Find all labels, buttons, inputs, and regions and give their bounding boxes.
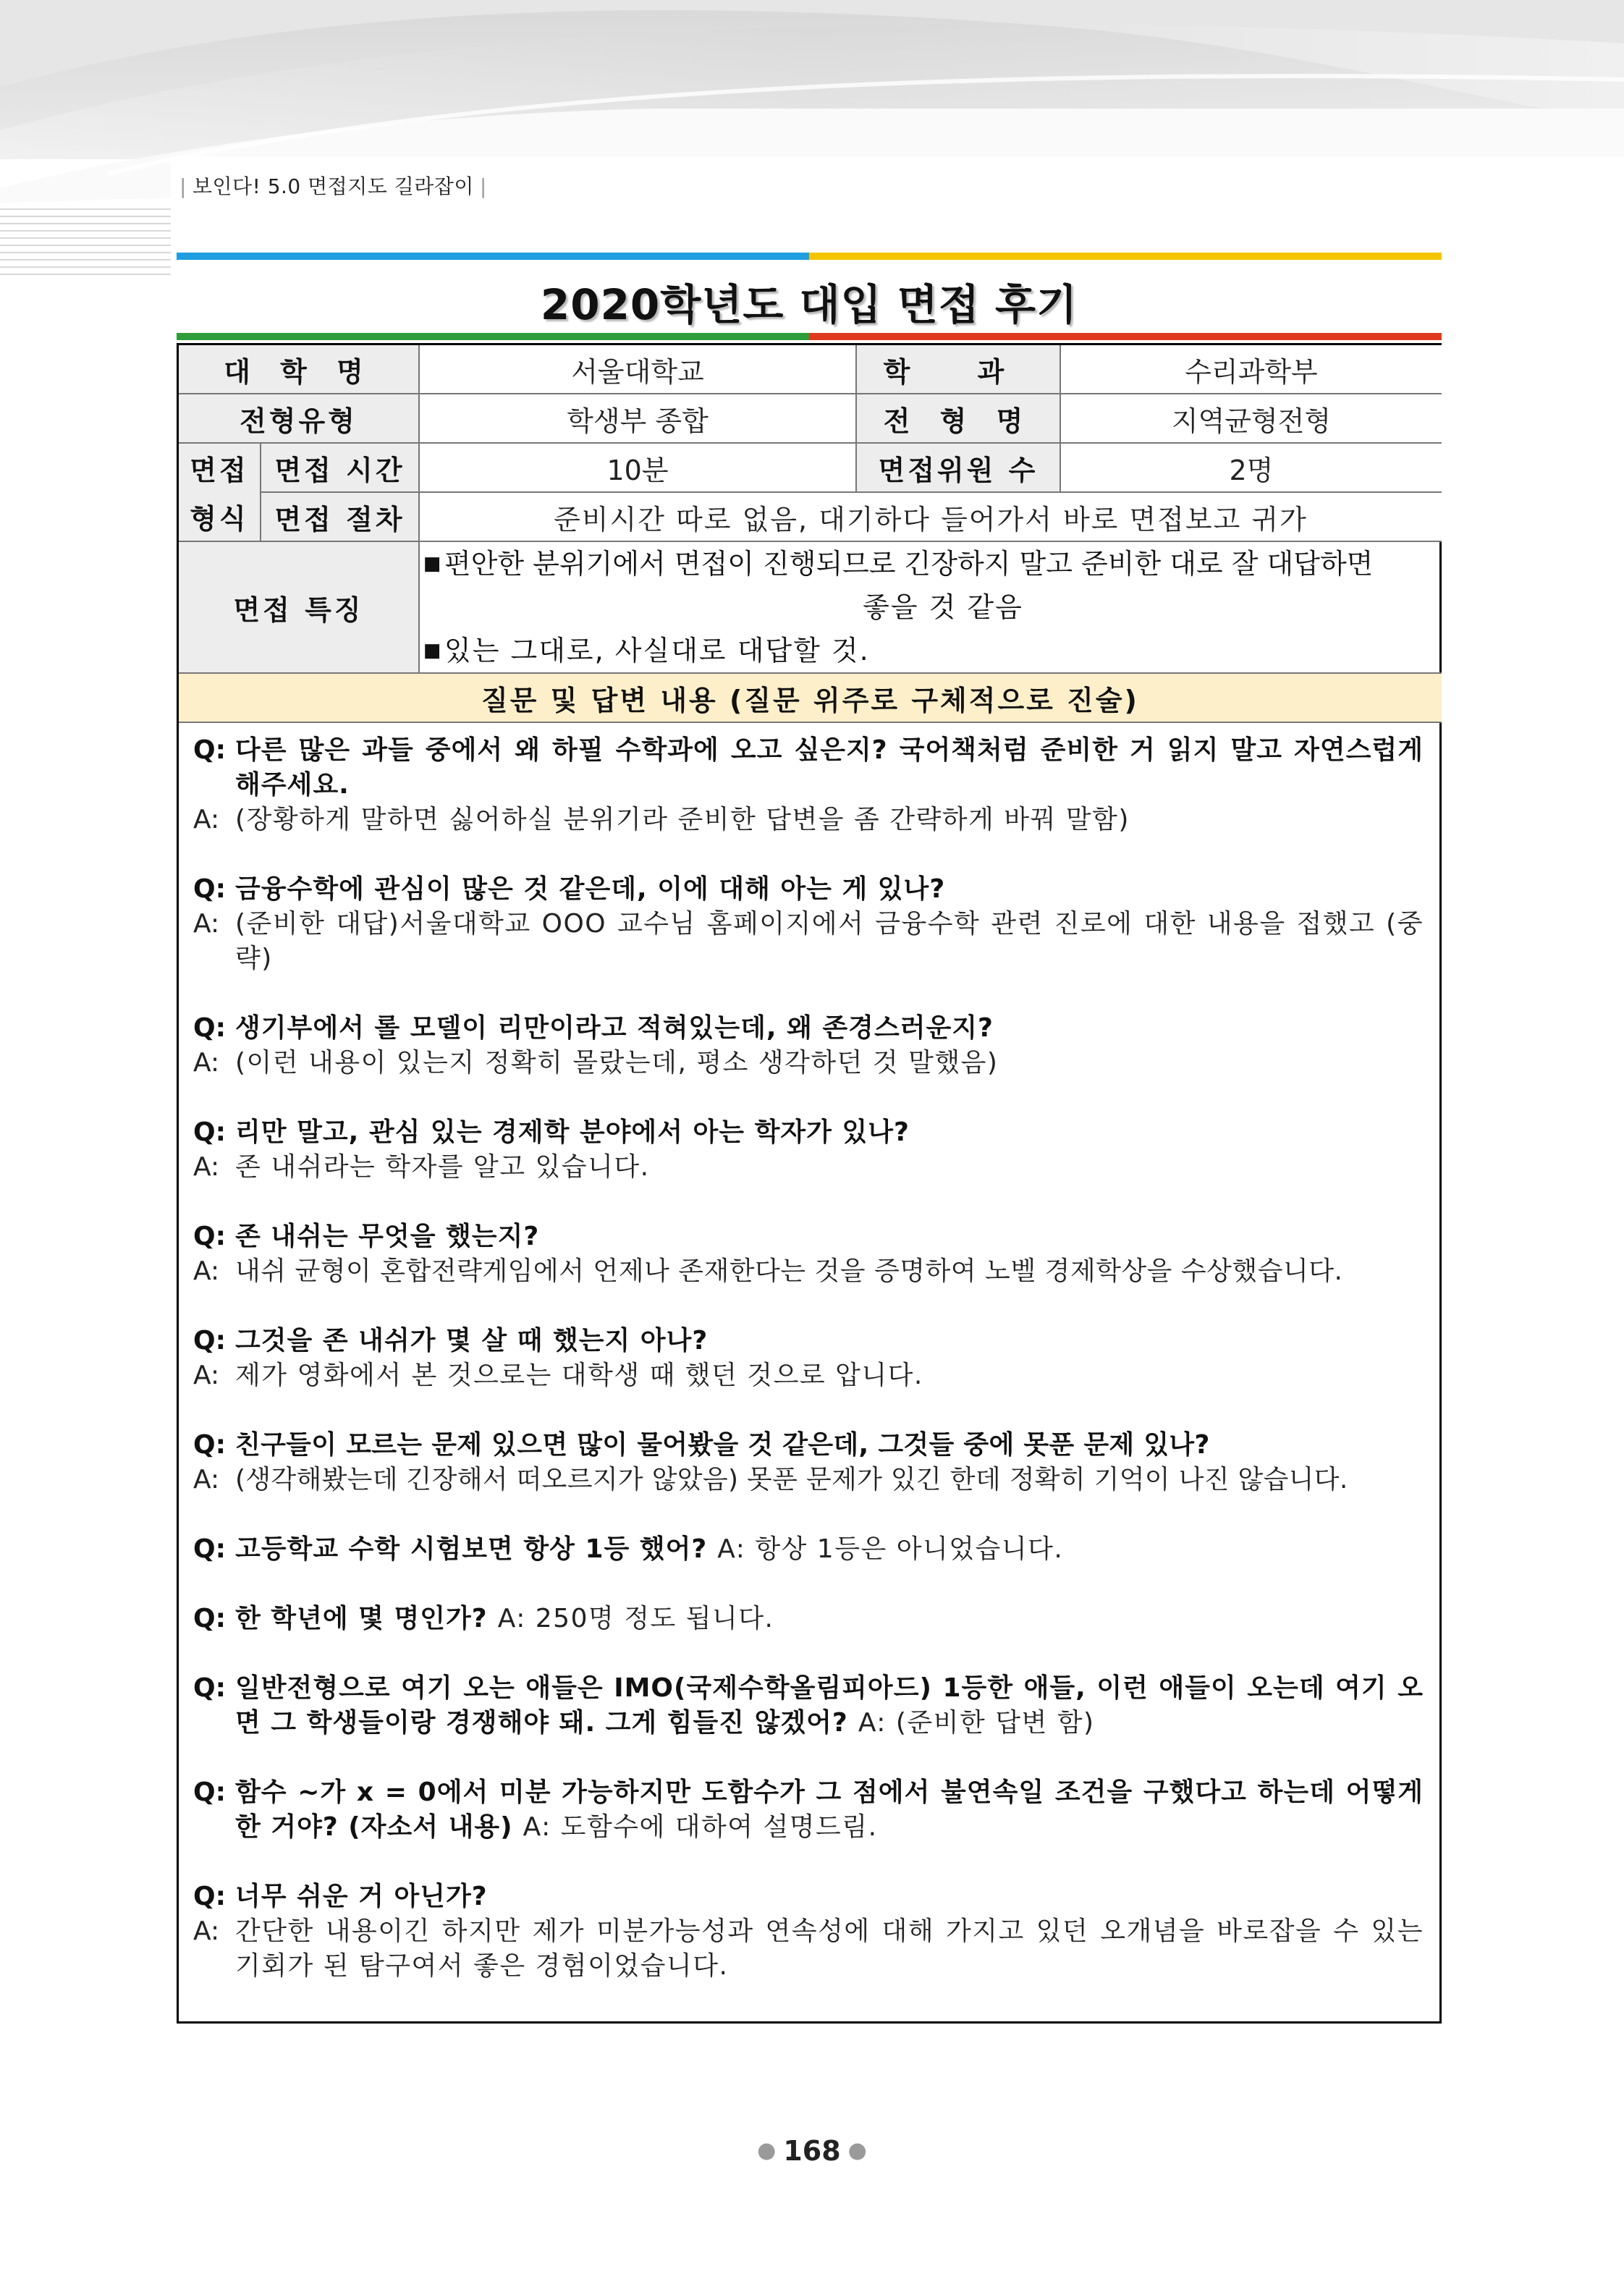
qa-pair [193,1219,1424,1289]
qa-list [179,723,1439,1984]
bottom-color-bar [177,333,1442,340]
qa-pair [193,1775,1424,1845]
interview-procedure-row [179,492,1442,541]
question [193,1532,1424,1567]
inline-answer-text: A: (준비한 답변 함) [858,1708,1095,1738]
running-header-bar-left: | [179,174,187,198]
q-prefix: Q: [193,1673,226,1703]
left-decorative-lines [0,208,171,284]
interviewers-value: 2명 [1060,443,1442,492]
format-label-top: 면접 [179,443,261,492]
answer-text: (장황하게 말하면 싫어하실 분위기라 준비한 답변을 좀 간략하게 바꿔 말함) [235,805,1130,834]
question [193,1428,1424,1463]
section-head-row [179,673,1442,722]
running-header-title: 보인다! 5.0 면접지도 길라잡이 [192,174,474,198]
a-prefix: A: [193,1256,220,1286]
running-header [174,171,493,200]
question [193,1219,1424,1254]
interviewers-label: 면접위원 수 [856,443,1060,492]
question [193,1880,1424,1914]
answer [193,1046,1424,1081]
question [193,1602,1424,1636]
interview-time-row [179,443,1442,492]
department-value: 수리과학부 [1060,345,1442,394]
qa-pair [193,1532,1424,1567]
qa-pair [193,1324,1424,1393]
top-color-bar [177,253,1442,260]
q-prefix: Q: [193,1604,226,1633]
admission-type-value: 학생부 종합 [419,394,856,443]
info-table [179,345,1442,723]
answer [193,1463,1424,1497]
q-prefix: Q: [193,1534,226,1564]
q-prefix: Q: [193,1777,226,1807]
qa-pair [193,1428,1424,1497]
a-prefix: A: [193,1361,220,1390]
answer [193,1914,1424,1984]
bullet-square-icon: ■ [423,640,441,661]
q-prefix: Q: [193,1013,226,1043]
a-prefix: A: [193,805,220,834]
interview-review-table [177,343,1442,2024]
qa-pair [193,733,1424,837]
features-list [419,541,1442,673]
inline-answer-text: A: 항상 1등은 아니었습니다. [717,1534,1064,1564]
question-text: 그것을 존 내쉬가 몇 살 때 했는지 아나? [235,1326,709,1356]
feature-item [420,542,1442,585]
question-text: 친구들이 모르는 문제 있으면 많이 물어봤을 것 같은데, 그것들 중에 못푼 문제 있나? [235,1430,1210,1460]
answer [193,1358,1424,1393]
question-text: 일반전형으로 여기 오는 애들은 IMO(국제수학올림피아드) 1등한 애들, 이런 애들이 오는데 여기 오면 그 학생들이랑 경쟁해야 돼. 그게 힘들진 않겠어? [235,1673,1424,1738]
admission-type-label: 전형유형 [179,394,419,443]
answer-text: (생각해봤는데 긴장해서 떠오르지가 않았음) 못푼 문제가 있긴 한데 정확히 기억이 나진 않습니다. [235,1465,1348,1494]
question [193,1011,1424,1046]
question-text: 고등학교 수학 시험보면 항상 1등 했어? [235,1534,708,1564]
a-prefix: A: [193,1048,220,1078]
admission-row [179,394,1442,443]
university-row [179,345,1442,394]
procedure-value: 준비시간 따로 없음, 대기하다 들어가서 바로 면접보고 귀가 [419,492,1442,541]
question-line [235,1775,1424,1845]
university-value: 서울대학교 [419,345,856,394]
q-prefix: Q: [193,1222,226,1251]
q-prefix: Q: [193,874,226,904]
q-prefix: Q: [193,1117,226,1147]
department-label: 학 과 [856,345,1060,394]
inline-answer-text: A: 250명 정도 됩니다. [497,1604,774,1633]
question [193,872,1424,907]
a-prefix: A: [193,1152,220,1182]
answer [193,907,1424,976]
a-prefix: A: [193,1465,220,1494]
answer-text: 간단한 내용이긴 하지만 제가 미분가능성과 연속성에 대해 가지고 있던 오개념을 바로잡을 수 있는 기회가 된 탐구여서 좋은 경험이었습니다. [235,1916,1424,1981]
admission-name-value: 지역균형전형 [1060,394,1442,443]
time-label: 면접 시간 [261,443,419,492]
qa-section-title: 질문 및 답변 내용 (질문 위주로 구체적으로 진술) [179,673,1442,722]
question [193,733,1424,803]
question-line [235,1602,1424,1636]
qa-pair [193,1671,1424,1741]
feature-text-2: 있는 그대로, 사실대로 대답할 것. [444,635,870,667]
question-text: 한 학년에 몇 명인가? [235,1604,488,1633]
feature-text-1-line-1: 편안한 분위기에서 면접이 진행되므로 긴장하지 말고 준비한 대로 잘 대답하면 [444,548,1374,580]
page-number-dot-left: ● [757,2138,777,2163]
qa-pair [193,1011,1424,1081]
feature-item [420,629,1442,672]
document-title: 2020학년도 대입 면접 후기 [540,280,1078,329]
q-prefix: Q: [193,1882,226,1911]
features-label: 면접 특징 [179,541,419,673]
question-text: 생기부에서 롤 모델이 리만이라고 적혀있는데, 왜 존경스러운지? [235,1013,994,1043]
question-text: 함수 ~가 x = 0에서 미분 가능하지만 도함수가 그 점에서 불연속일 조건을 구했다고 하는데 어떻게 한 거야? (자소서 내용) [235,1777,1424,1842]
question-line [235,1532,1424,1567]
answer-text: 제가 영화에서 본 것으로는 대학생 때 했던 것으로 압니다. [235,1361,923,1390]
answer [193,803,1424,837]
answer-text: 내쉬 균형이 혼합전략게임에서 언제나 존재한다는 것을 증명하여 노벨 경제학상을 수상했습니다. [235,1256,1343,1286]
qa-pair [193,1115,1424,1185]
qa-pair [193,1880,1424,1984]
format-label-bottom: 형식 [179,492,261,541]
answer [193,1150,1424,1185]
university-label: 대 학 명 [179,345,419,394]
question-text: 금융수학에 관심이 많은 것 같은데, 이에 대해 아는 게 있나? [235,874,946,904]
inline-answer-text: A: 도함수에 대하여 설명드림. [523,1812,878,1842]
qa-pair [193,872,1424,976]
question [193,1775,1424,1845]
question-text: 다른 많은 과들 중에서 왜 하필 수학과에 오고 싶은지? 국어책처럼 준비한 거 읽지 말고 자연스럽게 해주세요. [235,735,1424,800]
q-prefix: Q: [193,1430,226,1460]
feature-text-1-line-2: 좋을 것 같음 [863,591,1023,623]
question-text: 리만 말고, 관심 있는 경제학 분야에서 아는 학자가 있나? [235,1117,910,1147]
running-header-bar-right: | [479,174,487,198]
question-text: 너무 쉬운 거 아닌가? [235,1882,488,1911]
answer-text: (이런 내용이 있는지 정확히 몰랐는데, 평소 생각하던 것 말했음) [235,1048,999,1078]
answer-text: 존 내쉬라는 학자를 알고 있습니다. [235,1152,650,1182]
answer-text: (준비한 대답)서울대학교 OOO 교수님 홈페이지에서 금융수학 관련 진로에 대한 내용을 접했고 (중략) [235,909,1424,973]
time-value: 10분 [419,443,856,492]
question [193,1115,1424,1150]
page-number [0,2135,1624,2167]
page-number-text: 168 [783,2135,841,2167]
question [193,1671,1424,1741]
admission-name-label: 전 형 명 [856,394,1060,443]
q-prefix: Q: [193,735,226,765]
a-prefix: A: [193,909,220,939]
qa-pair [193,1602,1424,1636]
answer [193,1254,1424,1289]
question-text: 존 내쉬는 무엇을 했는지? [235,1222,540,1251]
a-prefix: A: [193,1916,220,1946]
page-number-dot-right: ● [847,2138,867,2163]
procedure-label: 면접 절차 [261,492,419,541]
question-line [235,1671,1424,1741]
bullet-square-icon: ■ [423,553,441,575]
interview-features-row [179,541,1442,673]
question [193,1324,1424,1358]
q-prefix: Q: [193,1326,226,1356]
